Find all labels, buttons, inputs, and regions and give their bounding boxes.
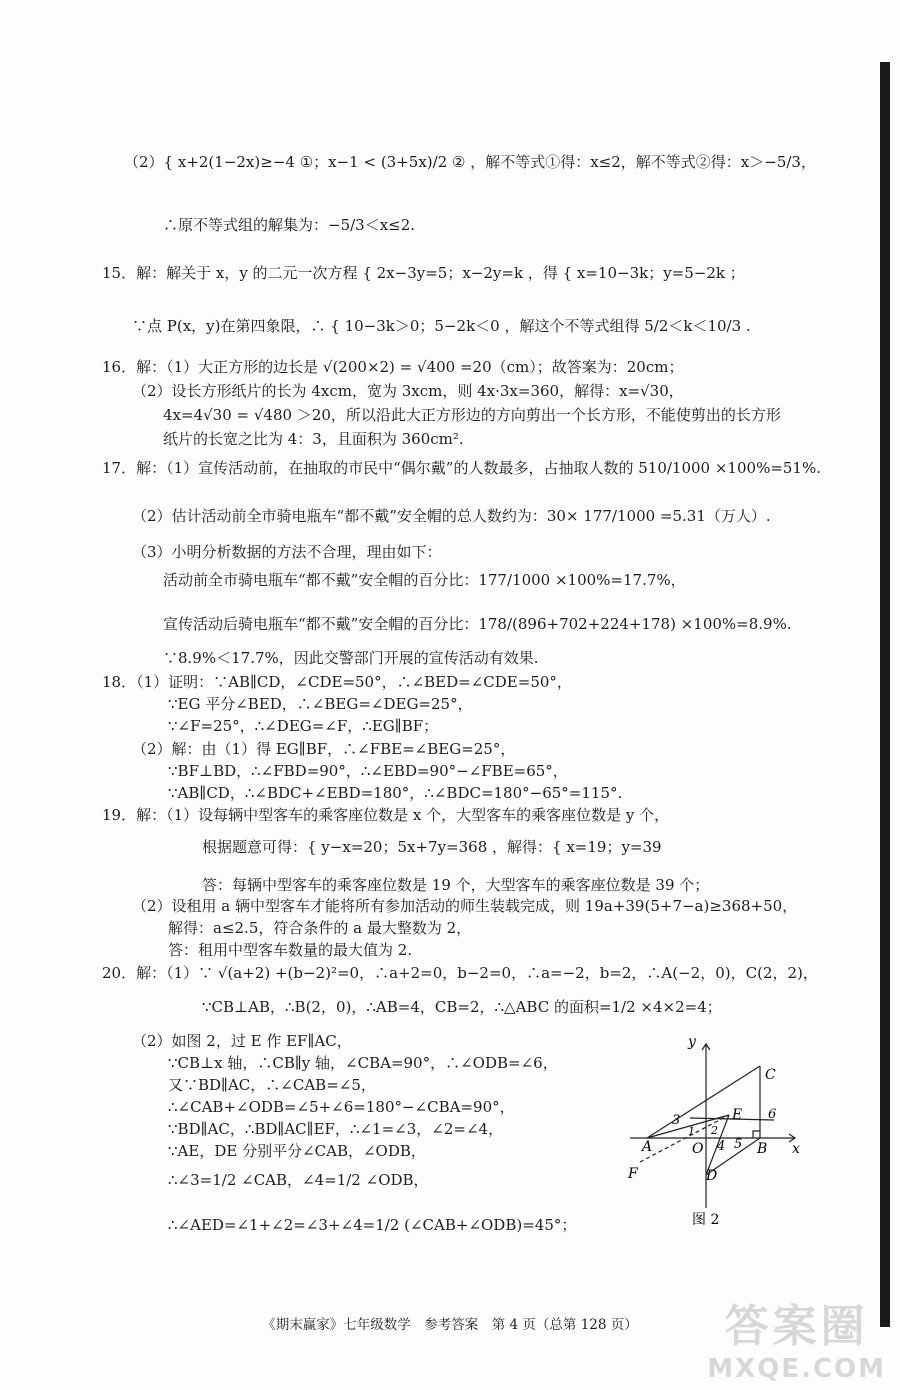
text-line: （2）{ x+2(1−2x)≥−4 ①；x−1 < (3+5x)/2 ② ，解不等式①得：x≤2，解不等式②得：x＞−5/3， [124, 153, 816, 171]
text-line: （2）如图 2，过 E 作 EF∥AC， [132, 1032, 352, 1050]
text-line: ∵点 P(x，y)在第四象限，∴ { 10−3k＞0；5−2k＜0 ，解这个不等式组得 5/2＜k＜10/3 . [132, 317, 751, 335]
text-line: （2）设租用 a 辆中型客车才能将所有参加活动的师生装载完成，则 19a+39(5+7−a)≥368+50， [132, 897, 798, 915]
figure-label: C [765, 1067, 776, 1083]
figure-label: 3 [672, 1113, 681, 1128]
text-line: ∵EG 平分∠BED，∴∠BEG=∠DEG=25°， [168, 695, 473, 713]
figure-label: O [692, 1141, 704, 1157]
figure-caption: 图 2 [692, 1212, 720, 1228]
right-angle-mark [753, 1131, 760, 1138]
text-line: ∵AE，DE 分别平分∠CAB，∠ODB， [168, 1142, 426, 1160]
figure-label: x [792, 1141, 800, 1157]
text-line: 15．解：解关于 x，y 的二元一次方程 { 2x−3y=5；x−2y=k ，得 { x=10−3k；y=5−2k ； [102, 264, 745, 282]
watermark-text: 答案圈 [724, 1301, 869, 1352]
figure-label: 5 [734, 1137, 743, 1152]
text-line: ∴∠AED=∠1+∠2=∠3+∠4=1/2 (∠CAB+∠ODB)=45°； [168, 1216, 577, 1234]
watermark-url: MXQE.COM [707, 1354, 886, 1384]
figure-label: B [757, 1141, 768, 1157]
text-line: ∵∠F=25°，∴∠DEG=∠F，∴EG∥BF； [168, 717, 439, 735]
text-line: ∵BF⊥BD，∴∠FBD=90°，∴∠EBD=90°−∠FBE=65°， [168, 762, 568, 780]
text-line: 答：租用中型客车数量的最大值为 2. [168, 941, 413, 959]
text-line: ∵BD∥AC，∴BD∥AC∥EF，∴∠1=∠3，∠2=∠4， [168, 1120, 504, 1138]
figure-label: F [628, 1166, 638, 1182]
page-footer: 《期末赢家》七年级数学 参考答案 第 4 页（总第 128 页） [262, 1317, 638, 1333]
figure-label: E [732, 1107, 743, 1123]
text-line: 20．解：（1）∵ √(a+2) +(b−2)²=0，∴a+2=0，b−2=0，∴a=−2，b=2，∴A(−2，0)，C(2，2)， [102, 964, 818, 982]
text-line: ∴原不等式组的解集为：−5/3＜x≤2. [163, 216, 416, 234]
text-line: 活动前全市骑电瓶车“都不戴”安全帽的百分比：177/1000 ×100%=17.7%， [163, 571, 686, 589]
segment-ac [647, 1066, 760, 1138]
text-line: 17．解：（1）宣传活动前，在抽取的市民中“偶尔戴”的人数最多，占抽取人数的 510/1000 ×100%=51%. [102, 459, 821, 477]
text-line: （2）估计活动前全市骑电瓶车“都不戴”安全帽的总人数约为：30× 177/1000 =5.31（万人）. [132, 507, 771, 525]
text-line: ∵CB⊥AB，∴B(2，0)，∴AB=4，CB=2，∴△ABC 的面积=1/2 ×4×2=4； [202, 998, 722, 1016]
text-line: 答：每辆中型客车的乘客座位数是 19 个，大型客车的乘客座位数是 39 个； [202, 876, 710, 894]
figure-label: y [688, 1034, 696, 1050]
text-line: 宣传活动后骑电瓶车“都不戴”安全帽的百分比：178/(896+702+224+178) ×100%=8.9%. [163, 615, 792, 633]
text-line: ∵AB∥CD，∴∠BDC+∠EBD=180°，∴∠BDC=180°−65°=115°. [168, 784, 623, 802]
figure-label: D [706, 1168, 718, 1184]
text-line: ∴∠CAB+∠ODB=∠5+∠6=180°−∠CBA=90°， [168, 1098, 515, 1116]
page-edge-bar [880, 62, 890, 1327]
watermark [707, 1290, 886, 1384]
figure-label: 1 [688, 1125, 695, 1138]
text-line: ∵CB⊥x 轴，∴CB∥y 轴，∠CBA=90°，∴∠ODB=∠6， [168, 1054, 558, 1072]
text-line: （2）设长方形纸片的长为 4xcm，宽为 3xcm，则 4x·3x=360，解得：x=√30， [132, 382, 684, 400]
figure-label: 6 [768, 1107, 777, 1122]
figure-label: 4 [717, 1139, 726, 1154]
text-line: （3）小明分析数据的方法不合理，理由如下： [132, 543, 442, 561]
text-line: 根据题意可得：{ y−x=20；5x+7y=368 ，解得：{ x=19；y=39 [202, 838, 662, 856]
text-line: ∴∠3=1/2 ∠CAB，∠4=1/2 ∠ODB， [168, 1171, 429, 1189]
text-line: 18．（1）证明：∵AB∥CD，∠CDE=50°，∴∠BED=∠CDE=50°， [102, 673, 572, 691]
figure-2 [610, 1030, 820, 1240]
text-line: 16．解：（1）大正方形的边长是 √(200×2) = √400 =20（cm）；故答案为：20cm； [102, 358, 684, 376]
text-line: 19．解：（1）设每辆中型客车的乘客座位数是 x 个，大型客车的乘客座位数是 y 个， [102, 806, 670, 824]
text-line: 又∵BD∥AC，∴∠CAB=∠5， [168, 1076, 376, 1094]
text-line: 解得：a≤2.5，符合条件的 a 最大整数为 2， [168, 919, 472, 937]
figure-label: A [642, 1139, 653, 1155]
figure-label: 2 [711, 1124, 718, 1137]
text-line: 4x=4√30 = √480 ＞20，所以沿此大正方形边的方向剪出一个长方形，不能使剪出的长方形 [163, 406, 781, 424]
text-line: 纸片的长宽之比为 4：3，且面积为 360cm². [163, 430, 464, 448]
text-line: （2）解：由（1）得 EG∥BF，∴∠FBE=∠BEG=25°， [132, 740, 516, 758]
text-line: ∵8.9%＜17.7%，因此交警部门开展的宣传活动有效果. [163, 649, 539, 667]
